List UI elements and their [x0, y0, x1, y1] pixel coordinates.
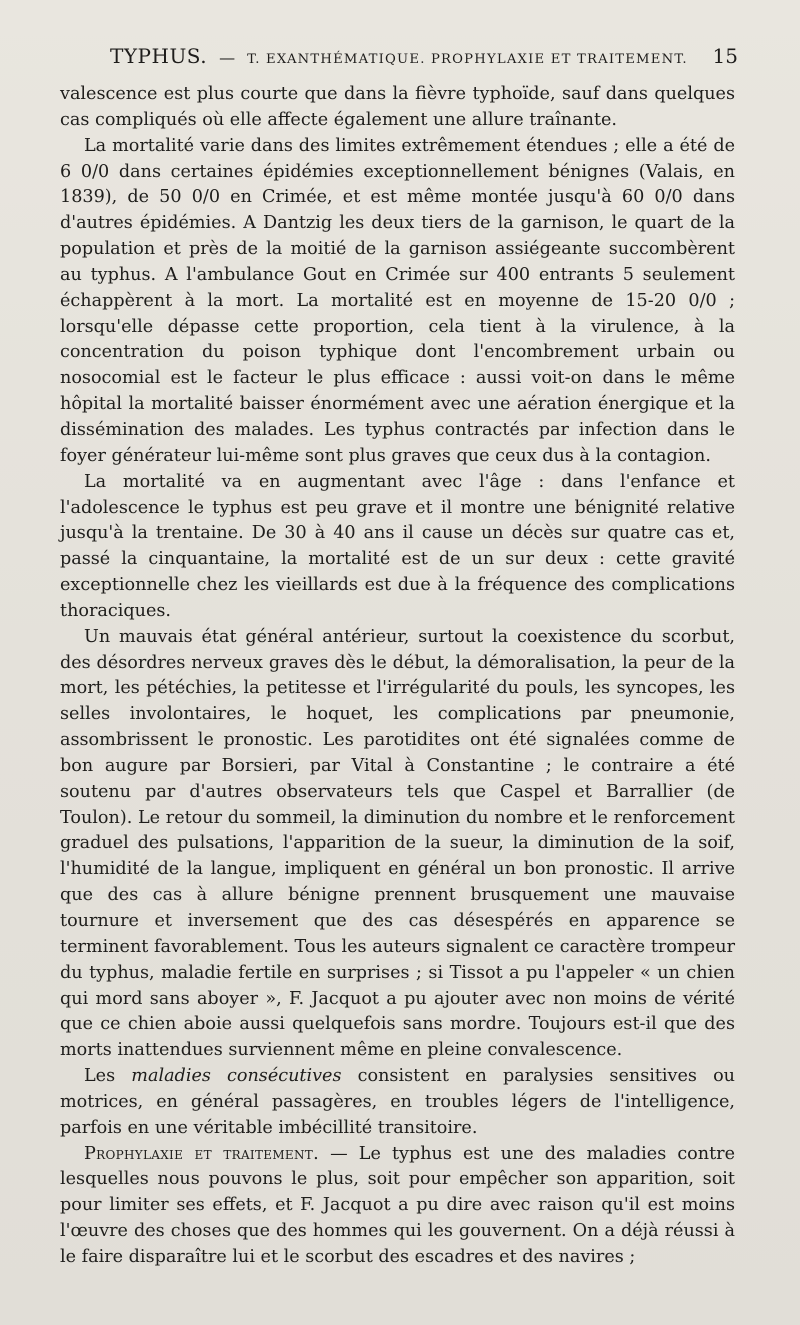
paragraph-3: La mortalité va en augmentant avec l'âge : dans l'enfance et l'adolescence le typhus est peu grave et il montre une bénignité relative jusqu'à la trentaine. De 30 à 40 ans il cause un décès sur quatre cas et, passé la cinquantaine, la mortalité est de un sur deux : cette gravité exceptionnelle chez les vieillards est due à la fréquence des complications thoraciques.	[60, 471, 735, 621]
paragraph-4: Un mauvais état général antérieur, surtout la coexistence du scorbut, des désordres nerveux graves dès le début, la démoralisation, la peur de la mort, les pétéchies, la petitesse et l'irrégularité du pouls, les syncopes, les selles involontaires, le hoquet, les complications par pneumonie, assombrissent le pronostic. Les parotidites ont été signalées comme de bon augure par Borsieri, par Vital à Constantine ; le contraire a été soutenu par d'autres observateurs tels que Caspel et Barrallier (de Toulon). Le retour du sommeil, la diminution du nombre et le renforcement graduel des pulsations, l'apparition de la sueur, la diminution de la soif, l'humidité de la langue, impliquent en général un bon pronostic. Il arrive que des cas à allure bénigne prennent brusquement une mauvaise tournure et inversement que des cas désespérés en apparence se terminent favorablement. Tous les auteurs signalent ce caractère trompeur du typhus, maladie fertile en surprises ; si Tissot a pu l'appeler « un chien qui mord sans aboyer », F. Jacquot a pu ajouter avec non moins de vérité que ce chien aboie aussi quelquefois sans mordre. Toujours est-il que des morts inattendues surviennent même en pleine convalescence.	[60, 626, 735, 1061]
section-heading-prophylaxie: Prophylaxie et traitement.	[84, 1143, 319, 1164]
header-dash: —	[219, 48, 236, 67]
paragraph-6	[60, 1142, 735, 1271]
body-text	[60, 82, 735, 1271]
header-subtitle: T. EXANTHÉMATIQUE. PROPHYLAXIE ET TRAITEMENT.	[247, 52, 688, 67]
paragraph-5-rest: consistent en paralysies sensitives ou motrices, en général passagères, en troubles légers de l'intelligence, parfois en une véritable imbécillité transitoire.	[60, 1066, 735, 1138]
running-header	[110, 44, 738, 74]
paragraph-5	[60, 1064, 735, 1142]
paragraph-1: valescence est plus courte que dans la fièvre typhoïde, sauf dans quelques cas compliqués où elle affecte également une allure traînante.	[60, 84, 735, 130]
paragraph-6-rest: — Le typhus est une des maladies contre lesquelles nous pouvons le plus, soit pour empêcher son apparition, soit pour limiter ses effets, et F. Jacquot a pu dire avec raison qu'il est moins l'œuvre des choses que des hommes qui les gouvernent. On a déjà réussi à le faire disparaître lui et le scorbut des escadres et des navires ;	[60, 1143, 735, 1267]
header-title: TYPHUS.	[110, 44, 208, 68]
page-number: 15	[712, 44, 738, 68]
paragraph-5-italic: maladies consécutives	[131, 1066, 342, 1087]
paragraph-2: La mortalité varie dans des limites extrêmement étendues ; elle a été de 6 0/0 dans certaines épidémies exceptionnellement bénignes (Valais, en 1839), de 50 0/0 en Crimée, et est même montée jusqu'à 60 0/0 dans d'autres épidémies. A Dantzig les deux tiers de la garnison, le quart de la population et près de la moitié de la garnison assiégeante succombèrent au typhus. A l'ambulance Gout en Crimée sur 400 entrants 5 seulement échappèrent à la mort. La mortalité est en moyenne de 15-20 0/0 ; lorsqu'elle dépasse cette proportion, cela tient à la virulence, à la concentration du poison typhique dont l'encombrement urbain ou nosocomial est le facteur le plus efficace : aussi voit-on dans le même hôpital la mortalité baisser énormément avec une aération énergique et la dissémination des malades. Les typhus contractés par infection dans le foyer générateur lui-même sont plus graves que ceux dus à la contagion.	[60, 135, 735, 466]
paragraph-5-lead: Les	[84, 1066, 132, 1087]
